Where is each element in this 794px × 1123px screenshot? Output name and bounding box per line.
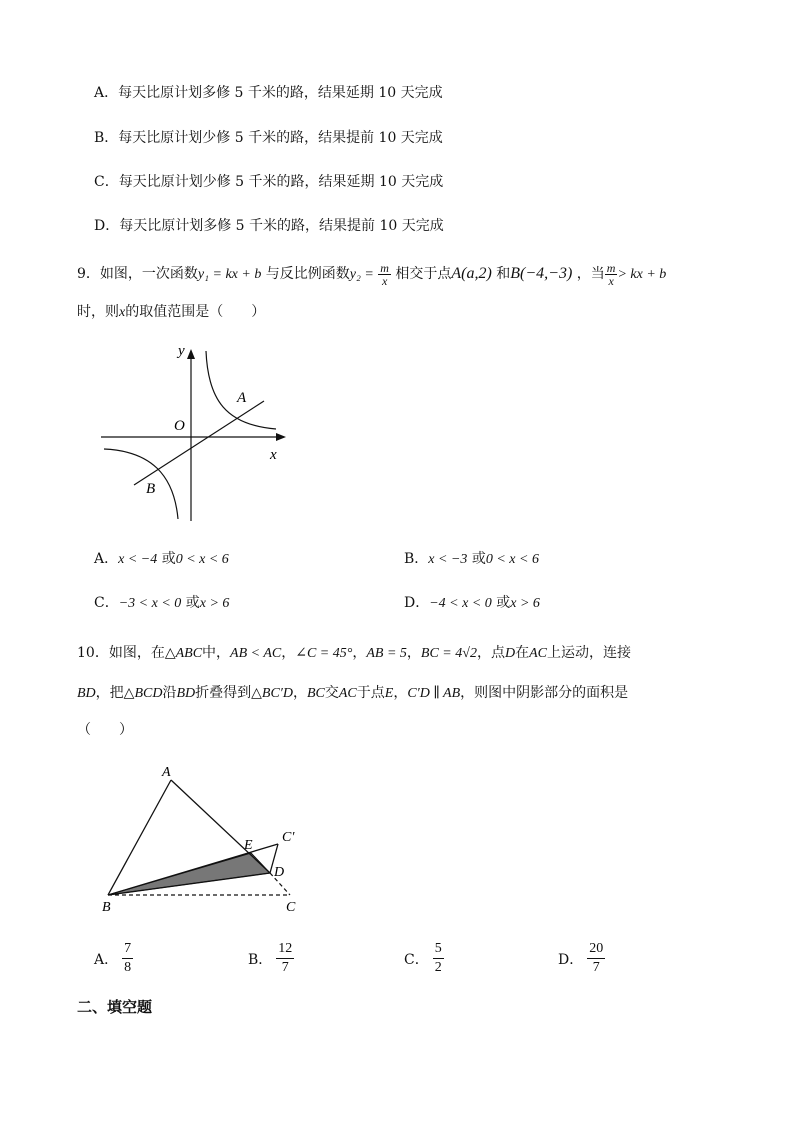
q10-stem-line1 <box>77 642 631 662</box>
q9-text: 和 <box>496 266 511 282</box>
q10-math: AC <box>529 646 547 661</box>
q10-math: BD <box>176 686 196 701</box>
point-b-label: B <box>146 481 156 497</box>
q10-text: 于点 <box>356 685 385 701</box>
q10-text: ，把 <box>95 685 124 701</box>
q9-figure <box>96 345 296 525</box>
q10-option-c <box>404 940 444 977</box>
label-e: E <box>244 838 253 853</box>
option-fraction <box>433 940 444 977</box>
q8-option-b: B．每天比原计划少修 5 千米的路，结果提前 10 天完成 <box>94 130 443 146</box>
section-title-fill-in: 二、填空题 <box>77 998 153 1016</box>
option-letter: C． <box>94 595 119 611</box>
frac-num: m <box>606 260 616 275</box>
option-or: 或 <box>185 595 200 611</box>
q10-math: ∠C = 45° <box>295 646 353 661</box>
q9-number: 9．如图，一次函数 <box>77 266 198 282</box>
q9-linear-fn: y₁ = kx + b <box>197 267 262 282</box>
y-label: y <box>178 345 185 359</box>
q9-fraction <box>378 262 391 287</box>
point-a-label: A <box>237 390 247 406</box>
option-or: 或 <box>471 551 486 567</box>
q8-option-d: D．每天比原计划多修 5 千米的路，结果提前 10 天完成 <box>94 218 444 234</box>
frac-den: 2 <box>434 960 442 975</box>
option-fraction <box>276 940 294 977</box>
hyperbola-lower-branch <box>104 449 178 519</box>
q9-stem-line1 <box>77 260 666 289</box>
segment-ab <box>108 780 171 895</box>
option-expr2: 0 < x < 6 <box>175 552 229 567</box>
q10-option-a <box>94 940 133 977</box>
linear-function-line <box>134 401 264 485</box>
q10-text: 沿 <box>162 685 177 701</box>
label-c: C <box>286 900 296 915</box>
q10-math: D <box>504 646 516 661</box>
q9-text: 相交于点 <box>395 266 452 282</box>
option-expr: −3 < x < 0 <box>118 596 182 611</box>
option-letter: B． <box>248 951 273 968</box>
option-or: 或 <box>161 551 176 567</box>
option-fraction <box>587 940 605 977</box>
q10-math: E <box>384 686 394 701</box>
q9-condition: > kx + b <box>617 267 667 282</box>
frac-den: x <box>381 273 388 288</box>
option-letter: D． <box>404 595 430 611</box>
q8-option-a: A．每天比原计划多修 5 千米的路，结果延期 10 天完成 <box>94 85 443 101</box>
q10-option-b <box>248 940 294 977</box>
q10-math: AB = 5 <box>366 646 407 661</box>
q10-math: C′D ∥ AB <box>407 686 461 701</box>
option-letter: A． <box>94 551 119 567</box>
q9-text: 与反比例函数 <box>265 266 350 282</box>
q10-text: ， <box>393 685 408 701</box>
frac-num: 7 <box>122 940 133 959</box>
q9-stem-line2 <box>77 301 265 321</box>
q9-fraction-cond <box>605 262 618 287</box>
q10-text: 折叠得到 <box>195 685 252 701</box>
q9-option-c <box>94 592 229 612</box>
q10-math: AB < AC <box>230 646 282 661</box>
option-or: 或 <box>496 595 511 611</box>
q10-math: △ABC <box>164 646 203 661</box>
option-expr2: x > 6 <box>199 596 230 611</box>
q10-text: ，点 <box>476 645 505 661</box>
q10-figure <box>98 760 318 920</box>
q10-text: ， <box>281 645 296 661</box>
q10-text: ， <box>352 645 367 661</box>
shaded-region <box>108 853 270 895</box>
q9-text: 的取值范围是（ ） <box>125 304 266 320</box>
q9-text: ，当 <box>576 266 605 282</box>
q9-var: x <box>119 305 126 320</box>
option-expr: −4 < x < 0 <box>429 596 492 611</box>
option-expr2: x > 6 <box>510 596 540 611</box>
label-c-prime: C′ <box>282 830 295 845</box>
q10-text: 交 <box>324 685 339 701</box>
q10-number: 10．如图，在 <box>77 645 165 661</box>
q10-math: BD <box>77 686 96 701</box>
q9-option-d <box>404 592 540 612</box>
option-expr2: 0 < x < 6 <box>485 552 539 567</box>
q9-point-b: B(−4,−3) <box>510 265 573 282</box>
q10-text: 在 <box>515 645 530 661</box>
label-d: D <box>274 865 285 880</box>
y-axis-arrow <box>187 349 195 359</box>
q10-math: BC <box>306 686 325 701</box>
frac-den: 8 <box>124 960 132 975</box>
q10-stem-line2 <box>77 682 628 702</box>
q9-text: 时，则 <box>77 304 119 320</box>
q9-option-a <box>94 548 229 568</box>
frac-num: 20 <box>587 940 605 959</box>
option-letter: A． <box>94 951 119 968</box>
q9-option-b <box>404 548 539 568</box>
x-axis-arrow <box>276 433 286 441</box>
q10-option-d <box>558 940 605 977</box>
option-letter: C． <box>404 951 429 968</box>
q10-math: △BCD <box>123 686 163 701</box>
q10-math: △BC′D <box>251 686 293 701</box>
segment-ad <box>171 780 270 873</box>
frac-num: m <box>380 260 389 275</box>
option-fraction <box>122 940 133 977</box>
q10-text: 中， <box>202 645 231 661</box>
frac-num: 5 <box>433 940 444 959</box>
q10-stem-line3: （ ） <box>77 722 133 738</box>
frac-den: 7 <box>592 960 600 975</box>
option-expr: x < −3 <box>428 552 468 567</box>
q9-point-a: A(a,2) <box>451 265 492 282</box>
q9-inverse-fn: y₂ = <box>349 267 374 282</box>
x-label: x <box>270 447 277 463</box>
q10-math: BC = 4√2 <box>420 646 477 661</box>
origin-label: O <box>174 418 185 434</box>
option-letter: D． <box>558 951 584 968</box>
q8-option-c: C．每天比原计划少修 5 千米的路，结果延期 10 天完成 <box>94 174 444 190</box>
frac-den: x <box>608 273 614 288</box>
q10-text: ，则图中阴影部分的面积是 <box>460 685 629 701</box>
label-b: B <box>102 900 111 915</box>
q10-text: 上运动，连接 <box>546 645 631 661</box>
q10-text: ， <box>292 685 307 701</box>
q10-math: AC <box>338 686 357 701</box>
option-letter: B． <box>404 551 429 567</box>
option-expr: x < −4 <box>118 552 158 567</box>
label-a: A <box>162 765 171 780</box>
frac-den: 7 <box>281 960 289 975</box>
q10-text: ， <box>406 645 421 661</box>
frac-num: 12 <box>276 940 294 959</box>
